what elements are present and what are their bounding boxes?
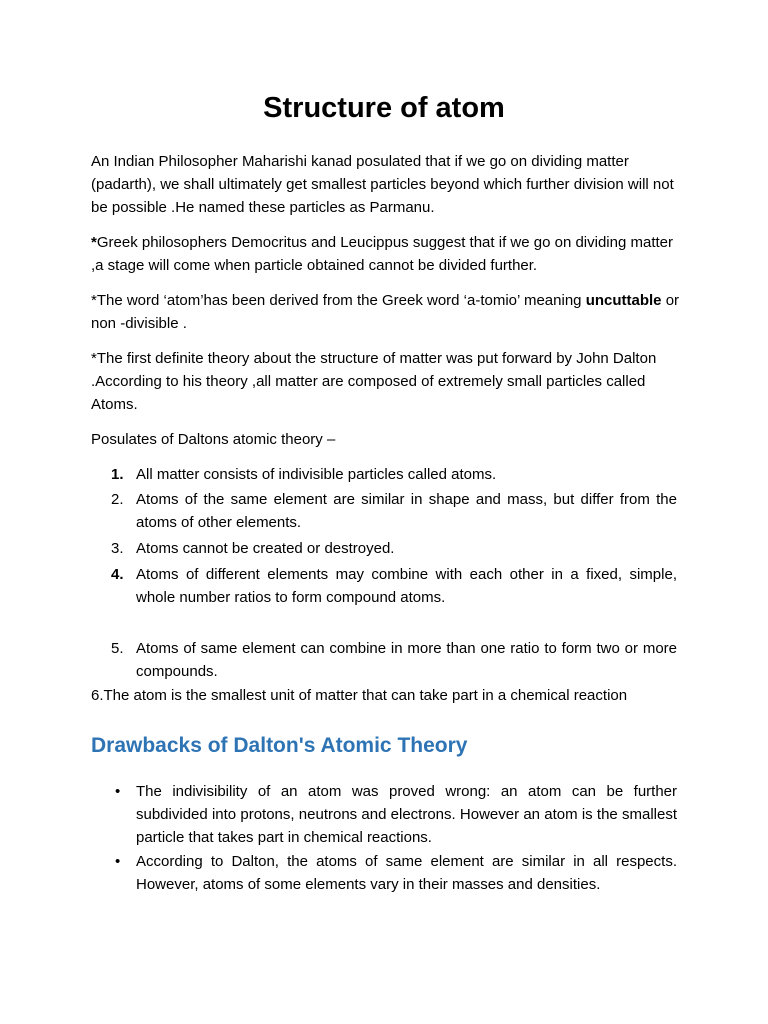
list-item	[91, 780, 681, 849]
list-number: 1.	[111, 466, 124, 483]
list-text: The indivisibility of an atom was proved wrong: an atom can be further subdivided into protons, neutrons and electrons. However an atom is the smallest particle that takes part in chemical reactions.	[136, 783, 677, 846]
list-text: Atoms of the same element are similar in shape and mass, but differ from the atoms of other elements.	[136, 491, 677, 531]
list-text: Atoms cannot be created or destroyed.	[136, 540, 395, 557]
paragraph-atom-word	[91, 289, 681, 335]
list-item	[91, 850, 681, 896]
list-number: 5.	[111, 640, 124, 657]
paragraph-postulates-intro: Posulates of Daltons atomic theory –	[91, 431, 336, 448]
list-text: All matter consists of indivisible particles called atoms.	[136, 466, 497, 483]
asterisk-marker: *	[91, 234, 97, 251]
list-number: 4.	[111, 566, 124, 583]
drawbacks-heading: Drawbacks of Dalton's Atomic Theory	[91, 734, 468, 757]
bullet-icon: •	[115, 783, 121, 800]
list-item	[91, 537, 681, 560]
bullet-icon: •	[115, 853, 121, 870]
paragraph-atom-word-text: *The word ‘atom’has been derived from the Greek word ‘a-tomio’ meaning	[91, 292, 586, 309]
list-number: 3.	[111, 540, 124, 557]
paragraph-kanad: An Indian Philosopher Maharishi kanad posulated that if we go on dividing matter (padarth), we shall ultimately get smallest particles beyond which further division will not be possible .He named these particles as Parmanu.	[91, 153, 674, 216]
list-text: Atoms of same element can combine in more than one ratio to form two or more compounds.	[136, 640, 677, 680]
paragraph-postulate-6: 6.The atom is the smallest unit of matter that can take part in a chemical reaction	[91, 687, 628, 704]
list-text: Atoms of different elements may combine with each other in a fixed, simple, whole number ratios to form compound atoms.	[136, 566, 677, 606]
paragraph-dalton: *The first definite theory about the structure of matter was put forward by John Dalton .According to his theory ,all matter are composed of extremely small particles called Atoms.	[91, 350, 657, 413]
paragraph-democritus-text: Greek philosophers Democritus and Leucippus suggest that if we go on dividing matter ,a stage will come when particle obtained cannot be divided further.	[91, 234, 673, 274]
uncuttable-bold: uncuttable	[585, 292, 662, 309]
list-item	[91, 463, 681, 486]
page-title: Structure of atom	[263, 92, 505, 124]
paragraph-atom-word-end: or non -divisible .	[91, 292, 680, 332]
list-item	[91, 488, 681, 534]
paragraph-democritus	[91, 231, 681, 277]
list-number: 2.	[111, 491, 124, 508]
list-text: According to Dalton, the atoms of same element are similar in all respects. However, atoms of some elements vary in their masses and densities.	[136, 853, 677, 893]
list-item	[91, 563, 681, 609]
list-item	[91, 637, 681, 683]
